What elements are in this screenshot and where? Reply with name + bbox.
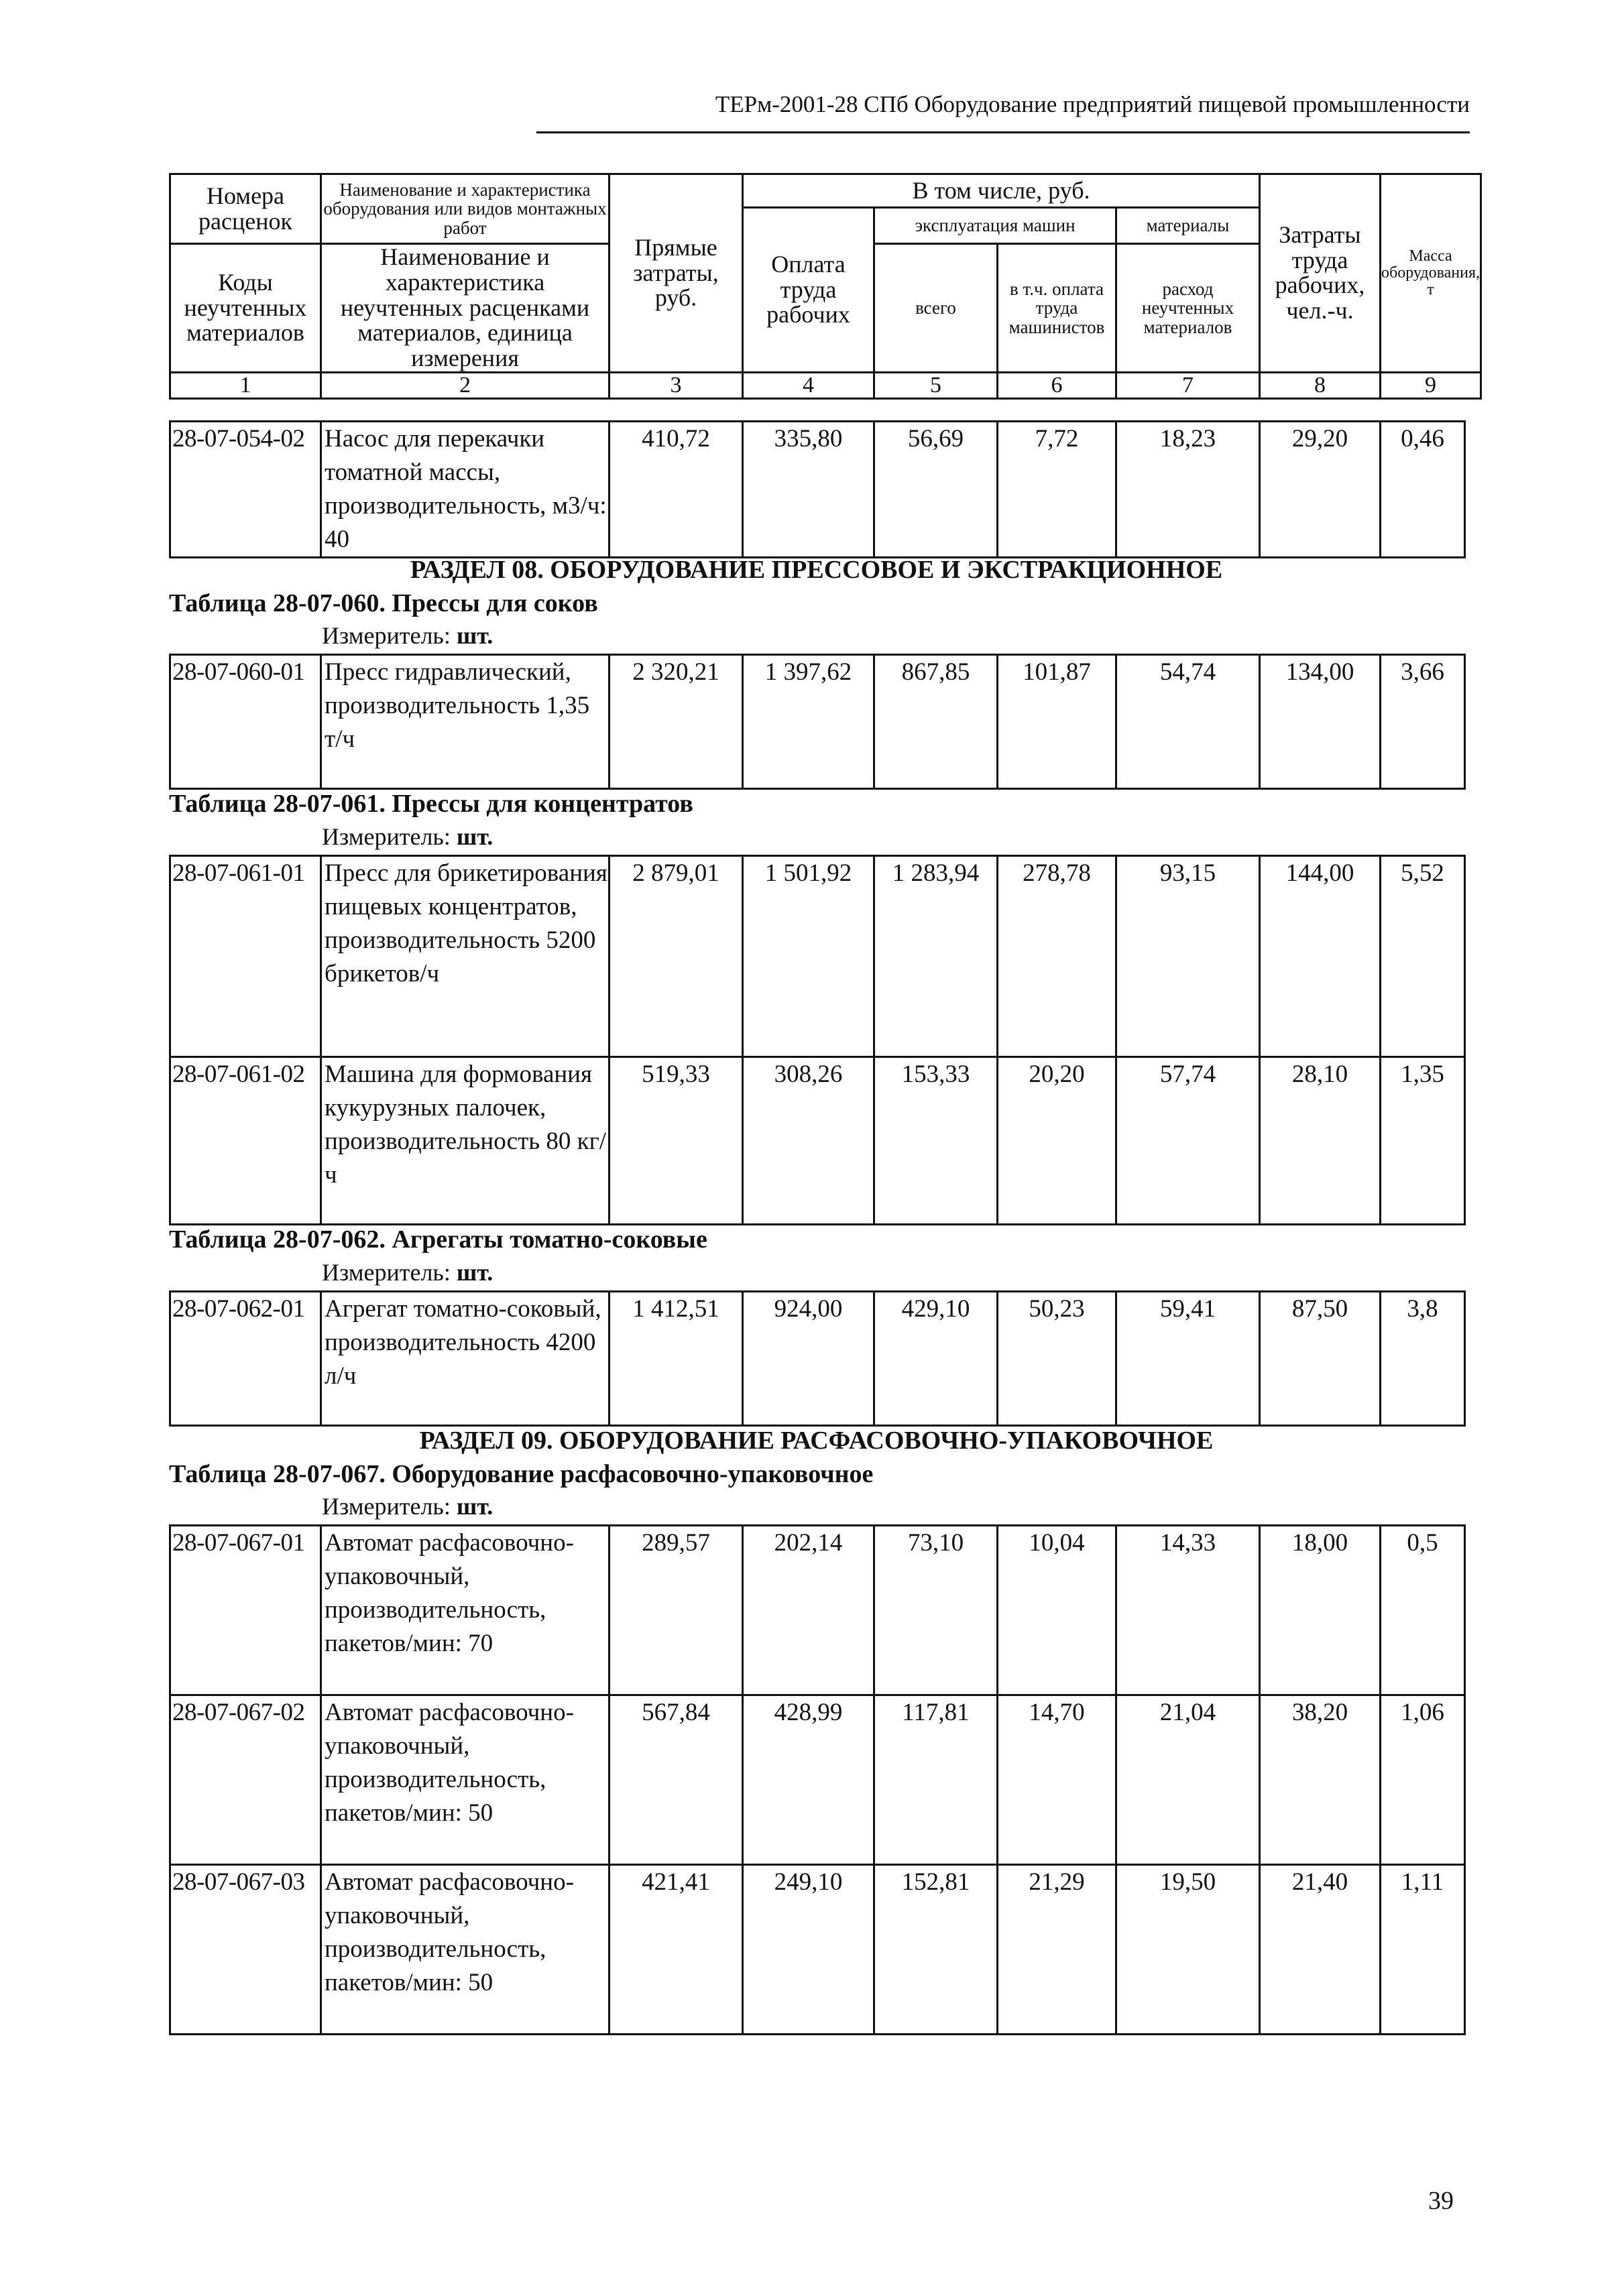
rate-code: 28-07-067-03 [170,1865,321,2035]
labor-hours: 134,00 [1260,655,1381,789]
table-row [170,1695,1465,1865]
equipment-mass: 0,46 [1381,422,1465,558]
header-rate-numbers: Номера расценок [170,174,321,244]
materials-cost: 57,74 [1116,1057,1260,1225]
machines-total: 867,85 [874,655,998,789]
direct-costs: 2 320,21 [610,655,743,789]
machines-total: 56,69 [874,422,998,558]
rate-code: 28-07-061-02 [170,1057,321,1225]
materials-cost: 19,50 [1116,1865,1260,2035]
direct-costs: 1 412,51 [610,1292,743,1426]
page-number: 39 [1428,2187,1454,2215]
materials-cost: 54,74 [1116,655,1260,789]
rates-table [169,654,1466,790]
equipment-mass: 3,8 [1381,1292,1465,1426]
header-machinists-pay: в т.ч. оплата труда машинистов [998,244,1116,373]
worker-pay: 428,99 [743,1695,874,1865]
table-row [170,422,1465,558]
table-row [170,1057,1465,1225]
materials-cost: 93,15 [1116,856,1260,1057]
header-labor-hours: Затраты труда рабочих, чел.-ч. [1260,174,1381,373]
equipment-mass: 5,52 [1381,856,1465,1057]
unit-of-measure: Измеритель: шт. [322,823,494,850]
materials-cost: 21,04 [1116,1695,1260,1865]
machinists-pay: 21,29 [998,1865,1116,2035]
labor-hours: 21,40 [1260,1865,1381,2035]
machinists-pay: 101,87 [998,655,1116,789]
equipment-name: Машина для формования кукурузных палочек, производительность 80 кг/ч [321,1057,610,1225]
header-unaccounted-materials: расход неучтенных материалов [1116,244,1260,373]
header-direct-costs: Прямые затраты, руб. [610,174,743,373]
rates-table [169,855,1466,1225]
machinists-pay: 10,04 [998,1526,1116,1695]
labor-hours: 38,20 [1260,1695,1381,1865]
materials-cost: 59,41 [1116,1292,1260,1426]
header-rule [536,131,1470,133]
machinists-pay: 7,72 [998,422,1116,558]
table-title: Таблица 28-07-061. Прессы для концентратов [169,790,693,818]
worker-pay: 924,00 [743,1292,874,1426]
machinists-pay: 278,78 [998,856,1116,1057]
worker-pay: 1 501,92 [743,856,874,1057]
table-row [170,856,1465,1057]
unit-of-measure: Измеритель: шт. [322,1493,494,1520]
equipment-mass: 1,35 [1381,1057,1465,1225]
unit-of-measure: Измеритель: шт. [322,622,494,649]
column-number: 7 [1116,372,1260,398]
table-row [170,655,1465,789]
labor-hours: 29,20 [1260,422,1381,558]
machinists-pay: 20,20 [998,1057,1116,1225]
section-title: РАЗДЕЛ 08. ОБОРУДОВАНИЕ ПРЕССОВОЕ И ЭКСТРАКЦИОННОЕ [410,556,1223,584]
column-number: 6 [998,372,1116,398]
machines-total: 1 283,94 [874,856,998,1057]
column-number: 2 [321,372,610,398]
header-equipment-name: Наименование и характеристика оборудования или видов монтажных работ [321,174,610,244]
equipment-name: Пресс гидравлический, производительность 1,35 т/ч [321,655,610,789]
column-number: 4 [743,372,874,398]
header-machines-total: всего [874,244,998,373]
column-number: 3 [610,372,743,398]
table-row [170,1292,1465,1426]
equipment-name: Насос для перекачки томатной массы, производительность, м3/ч: 40 [321,422,610,558]
rate-code: 28-07-054-02 [170,422,321,558]
column-header-table [169,173,1482,400]
rates-table [169,1524,1466,2035]
machinists-pay: 50,23 [998,1292,1116,1426]
direct-costs: 2 879,01 [610,856,743,1057]
materials-cost: 18,23 [1116,422,1260,558]
rate-code: 28-07-060-01 [170,655,321,789]
worker-pay: 249,10 [743,1865,874,2035]
machines-total: 117,81 [874,1695,998,1865]
header-including-group: В том числе, руб. [743,174,1260,208]
rates-table [169,1290,1466,1427]
machinists-pay: 14,70 [998,1695,1116,1865]
equipment-name: Пресс для брикетирования пищевых концентратов, производительность 5200 брикетов/ч [321,856,610,1057]
equipment-mass: 0,5 [1381,1526,1465,1695]
table-title: Таблица 28-07-062. Агрегаты томатно-соковые [169,1225,707,1254]
table-row [170,1526,1465,1695]
header-material-name: Наименование и характеристика неучтенных расценками материалов, единица измерения [321,244,610,373]
machines-total: 152,81 [874,1865,998,2035]
table-row [170,1865,1465,2035]
worker-pay: 202,14 [743,1526,874,1695]
table-title: Таблица 28-07-067. Оборудование расфасовочно-упаковочное [169,1460,874,1488]
equipment-name: Автомат расфасовочно-упаковочный, производительность, пакетов/мин: 50 [321,1865,610,2035]
equipment-name: Агрегат томатно-соковый, производительность 4200 л/ч [321,1292,610,1426]
rate-code: 28-07-061-01 [170,856,321,1057]
worker-pay: 335,80 [743,422,874,558]
equipment-name: Автомат расфасовочно-упаковочный, производительность, пакетов/мин: 70 [321,1526,610,1695]
direct-costs: 410,72 [610,422,743,558]
header-material-codes: Коды неучтенных материалов [170,244,321,373]
unit-of-measure: Измеритель: шт. [322,1259,494,1286]
equipment-mass: 1,06 [1381,1695,1465,1865]
machines-total: 429,10 [874,1292,998,1426]
rate-code: 28-07-062-01 [170,1292,321,1426]
materials-cost: 14,33 [1116,1526,1260,1695]
direct-costs: 421,41 [610,1865,743,2035]
labor-hours: 87,50 [1260,1292,1381,1426]
machines-total: 73,10 [874,1526,998,1695]
machines-total: 153,33 [874,1057,998,1225]
rate-code: 28-07-067-01 [170,1526,321,1695]
table-title: Таблица 28-07-060. Прессы для соков [169,589,598,617]
running-header: ТЕРм-2001-28 СПб Оборудование предприятий пищевой промышленности [715,91,1470,117]
equipment-mass: 3,66 [1381,655,1465,789]
labor-hours: 144,00 [1260,856,1381,1057]
equipment-name: Автомат расфасовочно-упаковочный, производительность, пакетов/мин: 50 [321,1695,610,1865]
column-number: 8 [1260,372,1381,398]
section-title: РАЗДЕЛ 09. ОБОРУДОВАНИЕ РАСФАСОВОЧНО-УПАКОВОЧНОЕ [419,1427,1214,1455]
header-worker-pay: Оплата труда рабочих [743,208,874,373]
rates-table [169,420,1466,558]
labor-hours: 28,10 [1260,1057,1381,1225]
rate-code: 28-07-067-02 [170,1695,321,1865]
column-number: 5 [874,372,998,398]
column-number: 1 [170,372,321,398]
header-materials: материалы [1116,208,1260,244]
header-equipment-mass: Масса оборудования, т [1381,174,1481,373]
header-machine-operation: эксплуатация машин [874,208,1116,244]
column-number: 9 [1381,372,1481,398]
worker-pay: 308,26 [743,1057,874,1225]
equipment-mass: 1,11 [1381,1865,1465,2035]
direct-costs: 567,84 [610,1695,743,1865]
direct-costs: 289,57 [610,1526,743,1695]
labor-hours: 18,00 [1260,1526,1381,1695]
direct-costs: 519,33 [610,1057,743,1225]
worker-pay: 1 397,62 [743,655,874,789]
